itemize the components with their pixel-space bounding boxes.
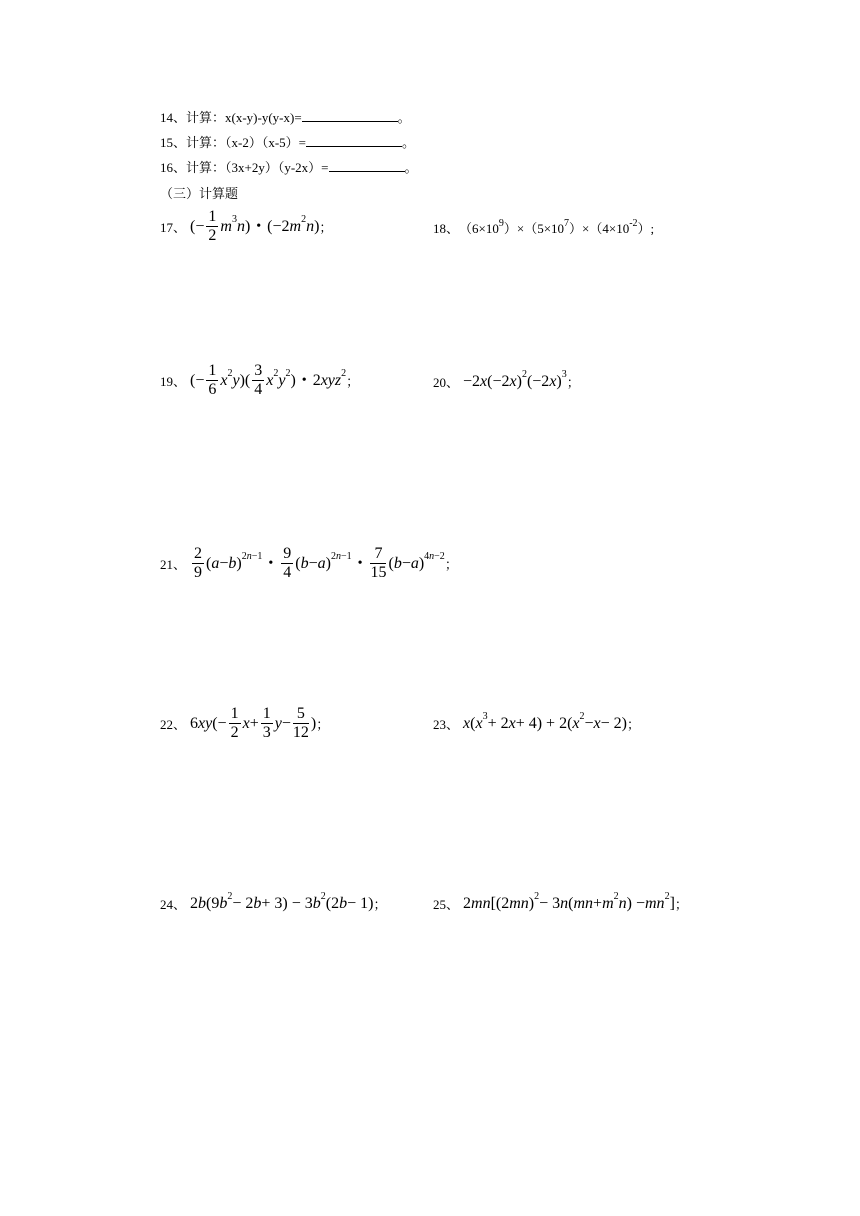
question-prompt: 、计算： (173, 110, 226, 125)
answer-blank[interactable] (302, 110, 398, 122)
problem-21 (160, 545, 458, 582)
problem-18 (433, 218, 654, 237)
question-15 (160, 135, 415, 151)
problem-23 (433, 711, 641, 733)
answer-blank[interactable] (306, 135, 402, 147)
problem-expression: (− $\frac{1}{2}$ m $^3$ n ) • (−2 m $^2$ n ) ； (190, 208, 333, 244)
question-expression: （x-2）（x-5）= (225, 135, 307, 150)
problem-number: 23、 (433, 717, 460, 732)
problem-number: 17、 (160, 220, 187, 235)
problem-24 (160, 891, 387, 913)
problem-number: 21、 (160, 557, 187, 572)
problem-expression: (− $\frac{1}{6}$ x $^2$ y )( $\frac{3}{4}$ x $^2$ y $^2$ ) • 2 xyz $^2$ ； (190, 362, 360, 398)
question-prompt: 、计算： (173, 160, 226, 175)
question-16 (160, 160, 418, 176)
problem-17 (160, 208, 332, 245)
problem-expression: −2 x (−2 x ) $^2$ (−2 x ) $^3$ ； (463, 369, 580, 390)
question-number: 16 (160, 160, 173, 175)
problem-expression: $\frac{2}{9}$ ( a − b ) $^{2n -1}$ • $\frac{9}{4}$ ( b − a ) $^{2n -1}$ • $\frac{7}{15}$ ( b − a ) $^{4n -2}$ ； (194, 545, 458, 581)
problem-number: 25、 (433, 897, 460, 912)
problem-expression: x ( x $^3$ + 2 x + 4) + 2( x $^2$ − x − 2) ； (463, 711, 641, 732)
question-14 (160, 110, 411, 126)
problem-number: 22、 (160, 717, 187, 732)
question-number: 14 (160, 110, 173, 125)
question-end: 。 (404, 160, 418, 175)
problem-number: 24、 (160, 897, 187, 912)
problem-expression: $(6\times 10^9)\times(5\times 10^7)\times(4\times 10^{-2})$; (459, 218, 655, 236)
problem-expression: 6 xy (− $\frac{1}{2}$ x + $\frac{1}{3}$ y − $\frac{5}{12}$ ) ； (190, 705, 330, 741)
problem-19 (160, 362, 359, 399)
problem-expression: 2 b (9 b $^2$ − 2 b + 3) − 3 b $^2$ (2 b − 1) ； (190, 891, 387, 912)
question-end: 。 (397, 110, 411, 125)
problem-20 (433, 369, 580, 391)
problem-number: 19、 (160, 374, 187, 389)
question-number: 15 (160, 135, 173, 150)
problem-25 (433, 891, 688, 913)
question-expression: （3x+2y）（y-2x）= (225, 160, 329, 175)
problem-22 (160, 705, 329, 742)
problem-number: 20、 (433, 375, 460, 390)
answer-blank[interactable] (329, 160, 405, 172)
problem-number: 18、 (433, 221, 460, 236)
section-title: （三）计算题 (160, 186, 239, 201)
problem-expression: 2 mn [(2 mn ) $^2$ − 3 n ( mn + m $^2$ n ) − mn $^2$ ] ； (463, 891, 688, 912)
question-prompt: 、计算： (173, 135, 226, 150)
question-end: 。 (402, 135, 416, 150)
question-expression: x(x-y)-y(y-x)= (225, 110, 302, 125)
